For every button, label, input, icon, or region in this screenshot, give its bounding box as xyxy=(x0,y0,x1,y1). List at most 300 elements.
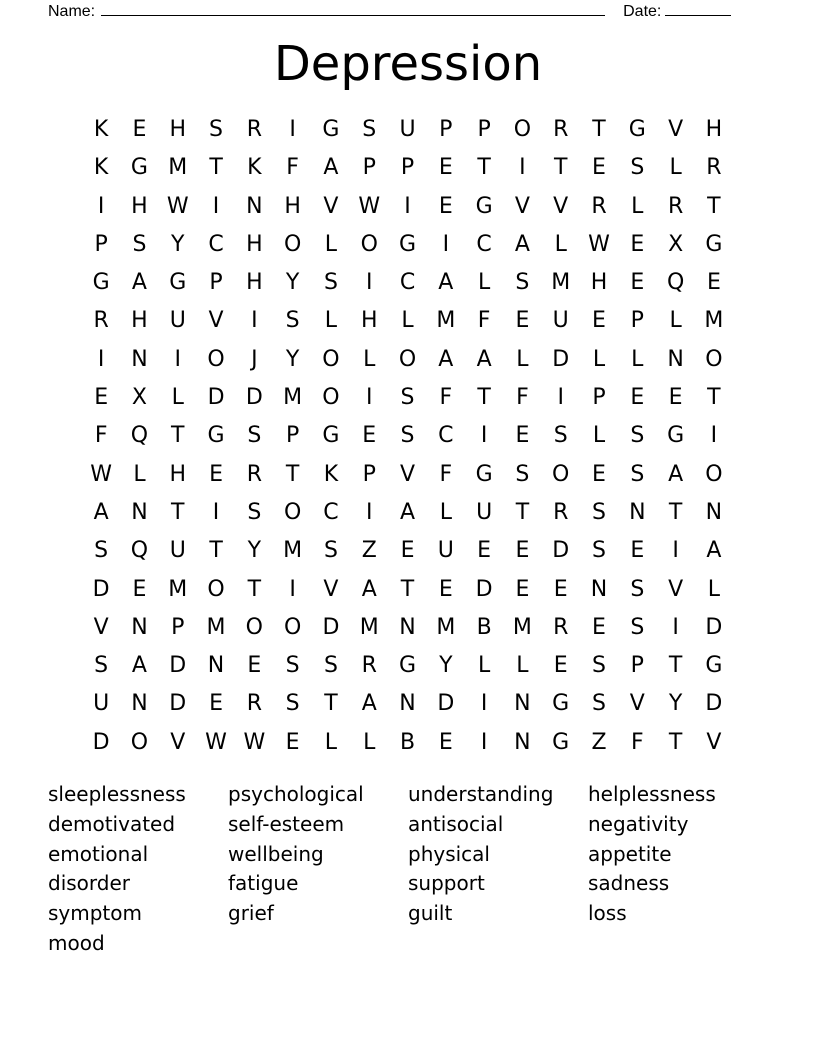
grid-cell[interactable]: I xyxy=(480,691,488,717)
grid-cell[interactable]: G xyxy=(169,270,187,296)
grid-cell[interactable]: D xyxy=(705,614,723,640)
grid-cell[interactable]: Y xyxy=(285,270,300,296)
grid-cell[interactable]: E xyxy=(362,423,377,449)
grid-cell[interactable]: W xyxy=(588,231,610,257)
grid-cell[interactable]: Y xyxy=(247,538,262,564)
grid-cell[interactable]: F xyxy=(439,385,453,411)
grid-cell[interactable]: G xyxy=(475,193,493,219)
grid-cell[interactable]: G xyxy=(667,423,685,449)
grid-cell[interactable]: H xyxy=(705,117,723,142)
grid-cell[interactable]: T xyxy=(553,155,568,181)
grid-cell[interactable]: N xyxy=(131,346,148,372)
grid-cell[interactable]: A xyxy=(438,346,454,372)
date-blank-line[interactable] xyxy=(665,0,731,16)
grid-cell[interactable]: L xyxy=(324,308,338,334)
grid-cell[interactable]: S xyxy=(209,117,224,142)
grid-cell[interactable]: T xyxy=(171,499,185,525)
grid-cell[interactable]: S xyxy=(515,461,530,487)
grid-cell[interactable]: V xyxy=(208,308,224,334)
grid-cell[interactable]: Z xyxy=(591,729,607,755)
grid-cell[interactable]: U xyxy=(399,117,416,142)
grid-cell[interactable]: E xyxy=(592,614,606,640)
grid-cell[interactable]: L xyxy=(324,729,338,755)
grid-cell[interactable]: V xyxy=(668,117,684,142)
grid-cell[interactable]: T xyxy=(324,691,338,717)
grid-cell[interactable]: A xyxy=(438,270,454,296)
grid-cell[interactable]: C xyxy=(476,231,492,257)
grid-cell[interactable]: V xyxy=(323,576,339,602)
grid-cell[interactable]: H xyxy=(246,270,263,296)
grid-cell[interactable]: E xyxy=(285,729,300,755)
grid-cell[interactable]: T xyxy=(668,729,683,755)
grid-cell[interactable]: D xyxy=(92,729,110,755)
name-label: Name: xyxy=(48,3,96,20)
grid-cell[interactable]: D xyxy=(245,385,263,411)
grid-cell[interactable]: L xyxy=(669,155,682,181)
grid-cell[interactable]: A xyxy=(361,691,377,717)
grid-cell[interactable]: S xyxy=(132,231,147,257)
grid-cell[interactable]: I xyxy=(289,117,296,142)
grid-cell[interactable]: N xyxy=(667,346,684,372)
grid-cell[interactable]: E xyxy=(247,653,262,679)
grid-cell[interactable]: D xyxy=(552,346,570,372)
grid-cell[interactable]: R xyxy=(246,117,262,142)
grid-cell[interactable]: C xyxy=(399,270,416,296)
grid-cell[interactable]: S xyxy=(515,270,530,296)
grid-cell[interactable]: K xyxy=(323,461,339,487)
grid-cell[interactable]: N xyxy=(207,653,225,679)
grid-cell[interactable]: G xyxy=(552,691,570,717)
grid-cell[interactable]: L xyxy=(554,231,567,257)
grid-cell[interactable]: S xyxy=(400,385,415,411)
grid-cell[interactable]: K xyxy=(247,155,262,181)
grid-cell[interactable]: O xyxy=(513,117,532,142)
grid-cell[interactable]: W xyxy=(205,729,227,755)
grid-cell[interactable]: S xyxy=(323,270,338,296)
grid-cell[interactable]: N xyxy=(399,614,416,640)
grid-cell[interactable]: E xyxy=(438,729,453,755)
grid-cell[interactable]: U xyxy=(169,538,186,564)
grid-cell[interactable]: S xyxy=(323,538,338,564)
grid-cell[interactable]: Z xyxy=(361,538,377,564)
grid-cell[interactable]: P xyxy=(630,308,644,334)
grid-cell[interactable]: L xyxy=(133,461,146,487)
grid-cell[interactable]: O xyxy=(552,461,570,487)
grid-cell[interactable]: V xyxy=(706,729,722,755)
grid-cell[interactable]: H xyxy=(131,193,148,219)
grid-cell[interactable]: T xyxy=(668,499,683,525)
grid-cell[interactable]: G xyxy=(398,653,417,679)
grid-cell[interactable]: U xyxy=(93,691,110,717)
grid-cell[interactable]: L xyxy=(669,308,682,334)
grid-cell[interactable]: I xyxy=(212,193,220,219)
grid-cell[interactable]: E xyxy=(668,385,683,411)
grid-cell[interactable]: O xyxy=(360,231,378,257)
grid-cell[interactable]: E xyxy=(438,193,453,219)
grid-cell[interactable]: R xyxy=(553,614,569,640)
word-list-item: grief xyxy=(228,901,274,926)
grid-cell[interactable]: W xyxy=(243,729,266,755)
grid-cell[interactable]: H xyxy=(360,308,378,334)
grid-cell[interactable]: N xyxy=(131,614,148,640)
word-list-item: helplessness xyxy=(588,782,716,806)
grid-cell[interactable]: E xyxy=(94,385,109,411)
grid-cell[interactable]: R xyxy=(706,155,722,181)
word-list-item: loss xyxy=(588,901,627,926)
grid-cell[interactable]: S xyxy=(362,117,377,142)
grid-cell[interactable]: A xyxy=(131,653,147,679)
grid-cell[interactable]: O xyxy=(398,346,417,372)
grid-cell[interactable]: T xyxy=(209,538,223,564)
grid-cell[interactable]: E xyxy=(209,461,223,487)
grid-cell[interactable]: B xyxy=(476,614,492,640)
grid-cell[interactable]: G xyxy=(552,729,570,755)
grid-cell[interactable]: A xyxy=(668,461,684,487)
grid-cell[interactable]: P xyxy=(592,385,606,411)
grid-cell[interactable]: S xyxy=(592,653,606,679)
grid-cell[interactable]: Y xyxy=(668,691,683,717)
grid-cell[interactable]: C xyxy=(323,499,339,525)
grid-cell[interactable]: W xyxy=(90,461,113,487)
grid-cell[interactable]: T xyxy=(209,155,223,181)
grid-cell[interactable]: V xyxy=(668,576,684,602)
grid-cell[interactable]: U xyxy=(169,308,186,334)
grid-cell[interactable]: G xyxy=(322,423,340,449)
grid-cell[interactable]: L xyxy=(707,576,721,602)
grid-cell[interactable]: E xyxy=(515,308,530,334)
grid-cell[interactable]: V xyxy=(93,614,109,640)
grid-cell[interactable]: R xyxy=(667,193,684,219)
grid-cell[interactable]: F xyxy=(94,423,108,449)
grid-cell[interactable]: G xyxy=(322,117,340,142)
grid-cell[interactable]: I xyxy=(672,614,679,640)
grid-cell[interactable]: H xyxy=(246,231,263,257)
grid-cell[interactable]: P xyxy=(400,155,415,181)
grid-cell[interactable]: N xyxy=(246,193,263,219)
grid-cell[interactable]: O xyxy=(322,346,340,372)
grid-cell[interactable]: E xyxy=(592,308,606,334)
grid-cell[interactable]: P xyxy=(477,117,491,142)
grid-cell[interactable]: G xyxy=(130,155,148,181)
grid-cell[interactable]: R xyxy=(93,308,109,334)
grid-cell[interactable]: E xyxy=(515,423,530,449)
grid-cell[interactable]: V xyxy=(629,691,645,717)
word-list-item: demotivated xyxy=(48,811,176,836)
grid-cell[interactable]: E xyxy=(592,461,606,487)
grid-cell[interactable]: L xyxy=(324,231,338,257)
grid-cell[interactable]: T xyxy=(247,576,262,602)
grid-cell[interactable]: S xyxy=(630,423,645,449)
grid-cell[interactable]: M xyxy=(168,155,188,181)
grid-cell[interactable]: H xyxy=(590,270,608,296)
grid-cell[interactable]: I xyxy=(97,346,105,372)
grid-cell[interactable]: W xyxy=(358,193,381,219)
grid-cell[interactable]: S xyxy=(285,653,300,679)
grid-cell[interactable]: A xyxy=(476,346,492,372)
grid-cell[interactable]: R xyxy=(361,653,377,679)
grid-cell[interactable]: S xyxy=(285,691,300,717)
grid-cell[interactable]: L xyxy=(631,193,644,219)
grid-cell[interactable]: N xyxy=(131,691,148,717)
grid-cell[interactable]: E xyxy=(400,538,415,564)
grid-cell[interactable]: U xyxy=(552,308,569,334)
word-list-item: negativity xyxy=(588,811,689,836)
grid-cell[interactable]: L xyxy=(592,423,606,449)
grid-cell[interactable]: A xyxy=(706,538,722,564)
grid-cell[interactable]: P xyxy=(362,155,376,181)
grid-cell[interactable]: L xyxy=(516,346,529,372)
grid-cell[interactable]: S xyxy=(94,538,109,564)
grid-cell[interactable]: K xyxy=(93,155,109,181)
grid-cell[interactable]: I xyxy=(174,346,181,372)
grid-cell[interactable]: G xyxy=(398,231,417,257)
grid-cell[interactable]: E xyxy=(553,653,568,679)
grid-cell[interactable]: I xyxy=(212,499,220,525)
grid-cell[interactable]: F xyxy=(286,155,299,181)
grid-cell[interactable]: N xyxy=(705,499,723,525)
grid-cell[interactable]: P xyxy=(439,117,453,142)
grid-cell[interactable]: I xyxy=(289,576,296,602)
grid-cell[interactable]: S xyxy=(94,653,109,679)
grid-cell[interactable]: L xyxy=(363,729,376,755)
grid-cell[interactable]: T xyxy=(515,499,530,525)
grid-cell[interactable]: E xyxy=(630,538,645,564)
grid-cell[interactable]: E xyxy=(592,155,606,181)
grid-cell[interactable]: E xyxy=(553,576,568,602)
grid-cell[interactable]: G xyxy=(207,423,225,449)
grid-cell[interactable]: S xyxy=(592,499,606,525)
word-list-item: sadness xyxy=(588,871,670,896)
grid-cell[interactable]: E xyxy=(477,538,492,564)
grid-cell[interactable]: O xyxy=(207,576,225,602)
grid-cell[interactable]: H xyxy=(169,117,187,142)
grid-cell[interactable]: I xyxy=(480,729,488,755)
grid-cell[interactable]: M xyxy=(206,614,226,640)
grid-cell[interactable]: E xyxy=(438,155,453,181)
grid-cell[interactable]: V xyxy=(323,193,339,219)
grid-cell[interactable]: V xyxy=(399,461,416,487)
grid-cell[interactable]: T xyxy=(285,461,300,487)
grid-cell[interactable]: D xyxy=(169,691,187,717)
grid-cell[interactable]: G xyxy=(92,270,110,296)
grid-cell[interactable]: G xyxy=(628,117,646,142)
grid-cell[interactable]: O xyxy=(322,385,340,411)
grid-cell[interactable]: M xyxy=(168,576,188,602)
grid-cell[interactable]: E xyxy=(515,576,530,602)
grid-cell[interactable]: D xyxy=(322,614,340,640)
grid-cell[interactable]: L xyxy=(516,653,529,679)
grid-cell[interactable]: Q xyxy=(666,270,685,296)
grid-cell[interactable]: L xyxy=(592,346,606,372)
grid-cell[interactable]: D xyxy=(169,653,187,679)
grid-cell[interactable]: Y xyxy=(171,231,185,257)
grid-cell[interactable]: T xyxy=(171,423,185,449)
word-list-item: support xyxy=(408,871,485,896)
grid-cell[interactable]: N xyxy=(590,576,608,602)
grid-cell[interactable]: M xyxy=(512,614,532,640)
grid-cell[interactable]: T xyxy=(592,117,606,142)
grid-cell[interactable]: I xyxy=(672,538,679,564)
grid-cell[interactable]: E xyxy=(515,538,530,564)
grid-cell[interactable]: Y xyxy=(285,346,300,372)
grid-cell[interactable]: P xyxy=(362,461,376,487)
grid-cell[interactable]: I xyxy=(442,231,450,257)
grid-cell[interactable]: I xyxy=(365,270,373,296)
grid-cell[interactable]: R xyxy=(553,117,569,142)
grid-cell[interactable]: N xyxy=(131,499,148,525)
grid-cell[interactable]: O xyxy=(705,461,723,487)
grid-cell[interactable]: S xyxy=(285,308,300,334)
grid-cell[interactable]: E xyxy=(438,576,453,602)
grid-cell[interactable]: O xyxy=(283,499,302,525)
grid-cell[interactable]: P xyxy=(285,423,300,449)
grid-cell[interactable]: S xyxy=(247,499,262,525)
grid-cell[interactable]: S xyxy=(592,691,606,717)
grid-cell[interactable]: Q xyxy=(130,423,149,449)
grid-cell[interactable]: E xyxy=(132,117,147,142)
grid-cell[interactable]: M xyxy=(436,308,456,334)
grid-cell[interactable]: E xyxy=(630,385,645,411)
grid-cell[interactable]: F xyxy=(630,729,644,755)
grid-cell[interactable]: J xyxy=(251,346,258,372)
name-blank-line[interactable] xyxy=(101,0,605,16)
grid-cell[interactable]: L xyxy=(477,653,491,679)
grid-cell[interactable]: T xyxy=(477,385,491,411)
grid-cell[interactable]: A xyxy=(323,155,339,181)
grid-cell[interactable]: K xyxy=(93,117,109,142)
grid-cell[interactable]: T xyxy=(707,385,721,411)
grid-cell[interactable]: Q xyxy=(130,538,149,564)
grid-cell[interactable]: X xyxy=(131,385,147,411)
grid-cell[interactable]: T xyxy=(400,576,415,602)
grid-cell[interactable]: P xyxy=(171,614,185,640)
grid-cell[interactable]: D xyxy=(92,576,110,602)
grid-cell[interactable]: A xyxy=(361,576,377,602)
grid-cell[interactable]: L xyxy=(631,346,644,372)
grid-cell[interactable]: N xyxy=(514,729,531,755)
grid-cell[interactable]: O xyxy=(207,346,225,372)
grid-cell[interactable]: X xyxy=(668,231,684,257)
grid-cell[interactable]: D xyxy=(475,576,493,602)
grid-cell[interactable]: T xyxy=(477,155,491,181)
grid-cell[interactable]: G xyxy=(475,461,493,487)
grid-cell[interactable]: I xyxy=(480,423,488,449)
grid-cell[interactable]: F xyxy=(477,308,491,334)
grid-cell[interactable]: T xyxy=(707,193,721,219)
grid-cell[interactable]: M xyxy=(283,385,303,411)
grid-cell[interactable]: A xyxy=(131,270,147,296)
grid-cell[interactable]: W xyxy=(166,193,189,219)
grid-cell[interactable]: U xyxy=(476,499,493,525)
grid-cell[interactable]: I xyxy=(557,385,564,411)
grid-cell[interactable]: D xyxy=(705,691,723,717)
grid-cell[interactable]: N xyxy=(629,499,646,525)
grid-cell[interactable]: D xyxy=(207,385,225,411)
grid-cell[interactable]: R xyxy=(246,691,262,717)
grid-cell[interactable]: C xyxy=(208,231,224,257)
grid-cell[interactable]: E xyxy=(630,231,645,257)
grid-cell[interactable]: S xyxy=(400,423,415,449)
grid-cell[interactable]: H xyxy=(131,308,148,334)
grid-cell[interactable]: L xyxy=(401,308,414,334)
grid-cell[interactable]: L xyxy=(477,270,491,296)
grid-cell[interactable]: I xyxy=(365,385,373,411)
grid-cell[interactable]: V xyxy=(553,193,569,219)
grid-cell[interactable]: V xyxy=(514,193,530,219)
grid-cell[interactable]: P xyxy=(630,653,644,679)
grid-cell[interactable]: E xyxy=(209,691,223,717)
grid-cell[interactable]: S xyxy=(323,653,338,679)
grid-cell[interactable]: V xyxy=(170,729,186,755)
grid-cell[interactable]: U xyxy=(437,538,454,564)
grid-cell[interactable]: I xyxy=(710,423,718,449)
grid-cell[interactable]: I xyxy=(251,308,258,334)
grid-cell[interactable]: E xyxy=(132,576,147,602)
grid-cell[interactable]: S xyxy=(630,576,645,602)
page-title: Depression xyxy=(273,36,543,92)
grid-cell[interactable]: M xyxy=(436,614,456,640)
grid-cell[interactable]: S xyxy=(247,423,262,449)
grid-cell[interactable]: A xyxy=(399,499,416,525)
grid-cell[interactable]: I xyxy=(519,155,526,181)
grid-cell[interactable]: G xyxy=(705,231,723,257)
grid-cell[interactable]: A xyxy=(93,499,109,525)
grid-cell[interactable]: P xyxy=(209,270,223,296)
grid-cell[interactable]: O xyxy=(283,231,302,257)
grid-cell[interactable]: B xyxy=(399,729,416,755)
grid-cell[interactable]: L xyxy=(439,499,452,525)
grid-cell[interactable]: R xyxy=(591,193,607,219)
grid-cell[interactable]: L xyxy=(363,346,376,372)
grid-cell[interactable]: D xyxy=(437,691,455,717)
grid-cell[interactable]: O xyxy=(245,614,263,640)
grid-cell[interactable]: N xyxy=(399,691,416,717)
grid-cell[interactable]: I xyxy=(404,193,411,219)
grid-cell[interactable]: G xyxy=(705,653,723,679)
grid-cell[interactable]: T xyxy=(668,653,683,679)
grid-cell[interactable]: R xyxy=(246,461,262,487)
grid-cell[interactable]: P xyxy=(94,231,108,257)
grid-cell[interactable]: D xyxy=(552,538,570,564)
grid-cell[interactable]: Y xyxy=(439,653,453,679)
grid-cell[interactable]: S xyxy=(630,461,645,487)
grid-cell[interactable]: F xyxy=(439,461,453,487)
grid-cell[interactable]: M xyxy=(704,308,724,334)
grid-cell[interactable]: I xyxy=(365,499,373,525)
grid-cell[interactable]: M xyxy=(551,270,571,296)
grid-cell[interactable]: M xyxy=(359,614,379,640)
grid-cell[interactable]: L xyxy=(171,385,184,411)
grid-cell[interactable]: A xyxy=(514,231,530,257)
grid-cell[interactable]: C xyxy=(438,423,454,449)
grid-cell[interactable]: N xyxy=(514,691,531,717)
grid-cell[interactable]: O xyxy=(705,346,723,372)
grid-cell[interactable]: S xyxy=(592,538,606,564)
grid-cell[interactable]: O xyxy=(130,729,149,755)
grid-cell[interactable]: H xyxy=(284,193,301,219)
grid-cell[interactable]: H xyxy=(169,461,187,487)
grid-cell[interactable]: E xyxy=(706,270,721,296)
grid-cell[interactable]: F xyxy=(516,385,529,411)
grid-cell[interactable]: S xyxy=(630,614,645,640)
grid-cell[interactable]: I xyxy=(97,193,105,219)
grid-cell[interactable]: R xyxy=(553,499,569,525)
grid-cell[interactable]: E xyxy=(630,270,645,296)
grid-cell[interactable]: S xyxy=(630,155,645,181)
grid-cell[interactable]: M xyxy=(283,538,303,564)
grid-cell[interactable]: S xyxy=(553,423,568,449)
grid-cell[interactable]: O xyxy=(283,614,302,640)
